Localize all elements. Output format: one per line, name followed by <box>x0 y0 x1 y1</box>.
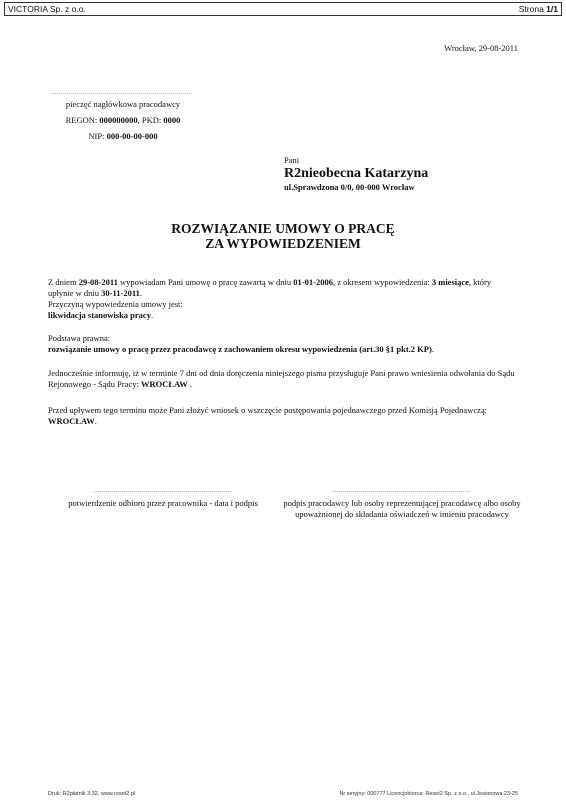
company-name: VICTORIA Sp. z o.o. <box>8 4 86 14</box>
salutation: Pani <box>284 155 300 165</box>
employee-signature: ..................................................................... potwierdzenie odbioru przez pracownika - data i podpis <box>68 488 258 508</box>
addressee-name: R2nieobecna Katarzyna <box>284 166 429 181</box>
reason-value: likwidacja stanowiska pracy <box>48 310 151 320</box>
notice-paragraph: Z dniem 29-08-2011 wypowiadam Pani umowę o pracę zawartą w dniu 01-01-2006, z okresem wypowiedzenia: 3 miesiące, który upłynie w dniu 30-11-2011. Przyczyną wypowiedzenia umowy jest: likwidacja stanowiska pracy. <box>48 277 518 321</box>
commission-info: Przed upływem tego terminu może Pani złożyć wniosek o wszczęcie postępowania pojednawczego przed Komisją Pojednawczą: WROCŁAW. <box>48 405 488 426</box>
footer-right: Nr seryjny: 000777 Licencjobiorca: Reset2 Sp. z o.o., ul.Jesionowa 23-25 <box>339 791 518 797</box>
stamp-dots: ...................................................................... <box>53 90 193 96</box>
employer-signature: ..................................................................... podpis pracodawcy lub osoby reprezentującej pracodawcę albo osoby upoważnionej do składania oświadczeń w imieniu pracodawcy <box>283 488 521 519</box>
regon-line: REGON: 000000000, PKD: 0000 <box>65 115 181 125</box>
document-title: ROZWIĄZANIE UMOWY O PRACĘ ZA WYPOWIEDZENIEM <box>171 221 395 251</box>
page-header <box>4 2 562 16</box>
legal-basis: Podstawa prawna: rozwiązanie umowy o pracę przez pracodawcę z zachowaniem okresu wypowiedzenia (art.30 §1 pkt.2 KP). <box>48 333 434 354</box>
employer-block <box>48 90 198 142</box>
page-number: Strona 1/1 <box>518 4 558 14</box>
footer-left: Druk: R2płatnik 3.32, www.reset2.pl <box>48 791 136 797</box>
date-line: Wrocław, 29-08-2011 <box>444 43 518 53</box>
reason-label: Przyczyną wypowiedzenia umowy jest: <box>48 299 183 309</box>
stamp-label: pieczęć nagłówkowa pracodawcy <box>65 99 181 109</box>
appeal-info: Jednocześnie informuję, iż w terminie 7 dni od dnia doręczenia niniejszego pisma przysługuje Pani prawo wniesienia odwołania do Sądu Rejonowego - Sądu Pracy: WROCŁAW . <box>48 368 515 389</box>
addressee-address: ul.Sprawdzona 0/0, 00-000 Wrocław <box>284 182 415 192</box>
nip-line: NIP: 000-00-00-000 <box>88 131 158 141</box>
addressee-block <box>284 155 428 193</box>
